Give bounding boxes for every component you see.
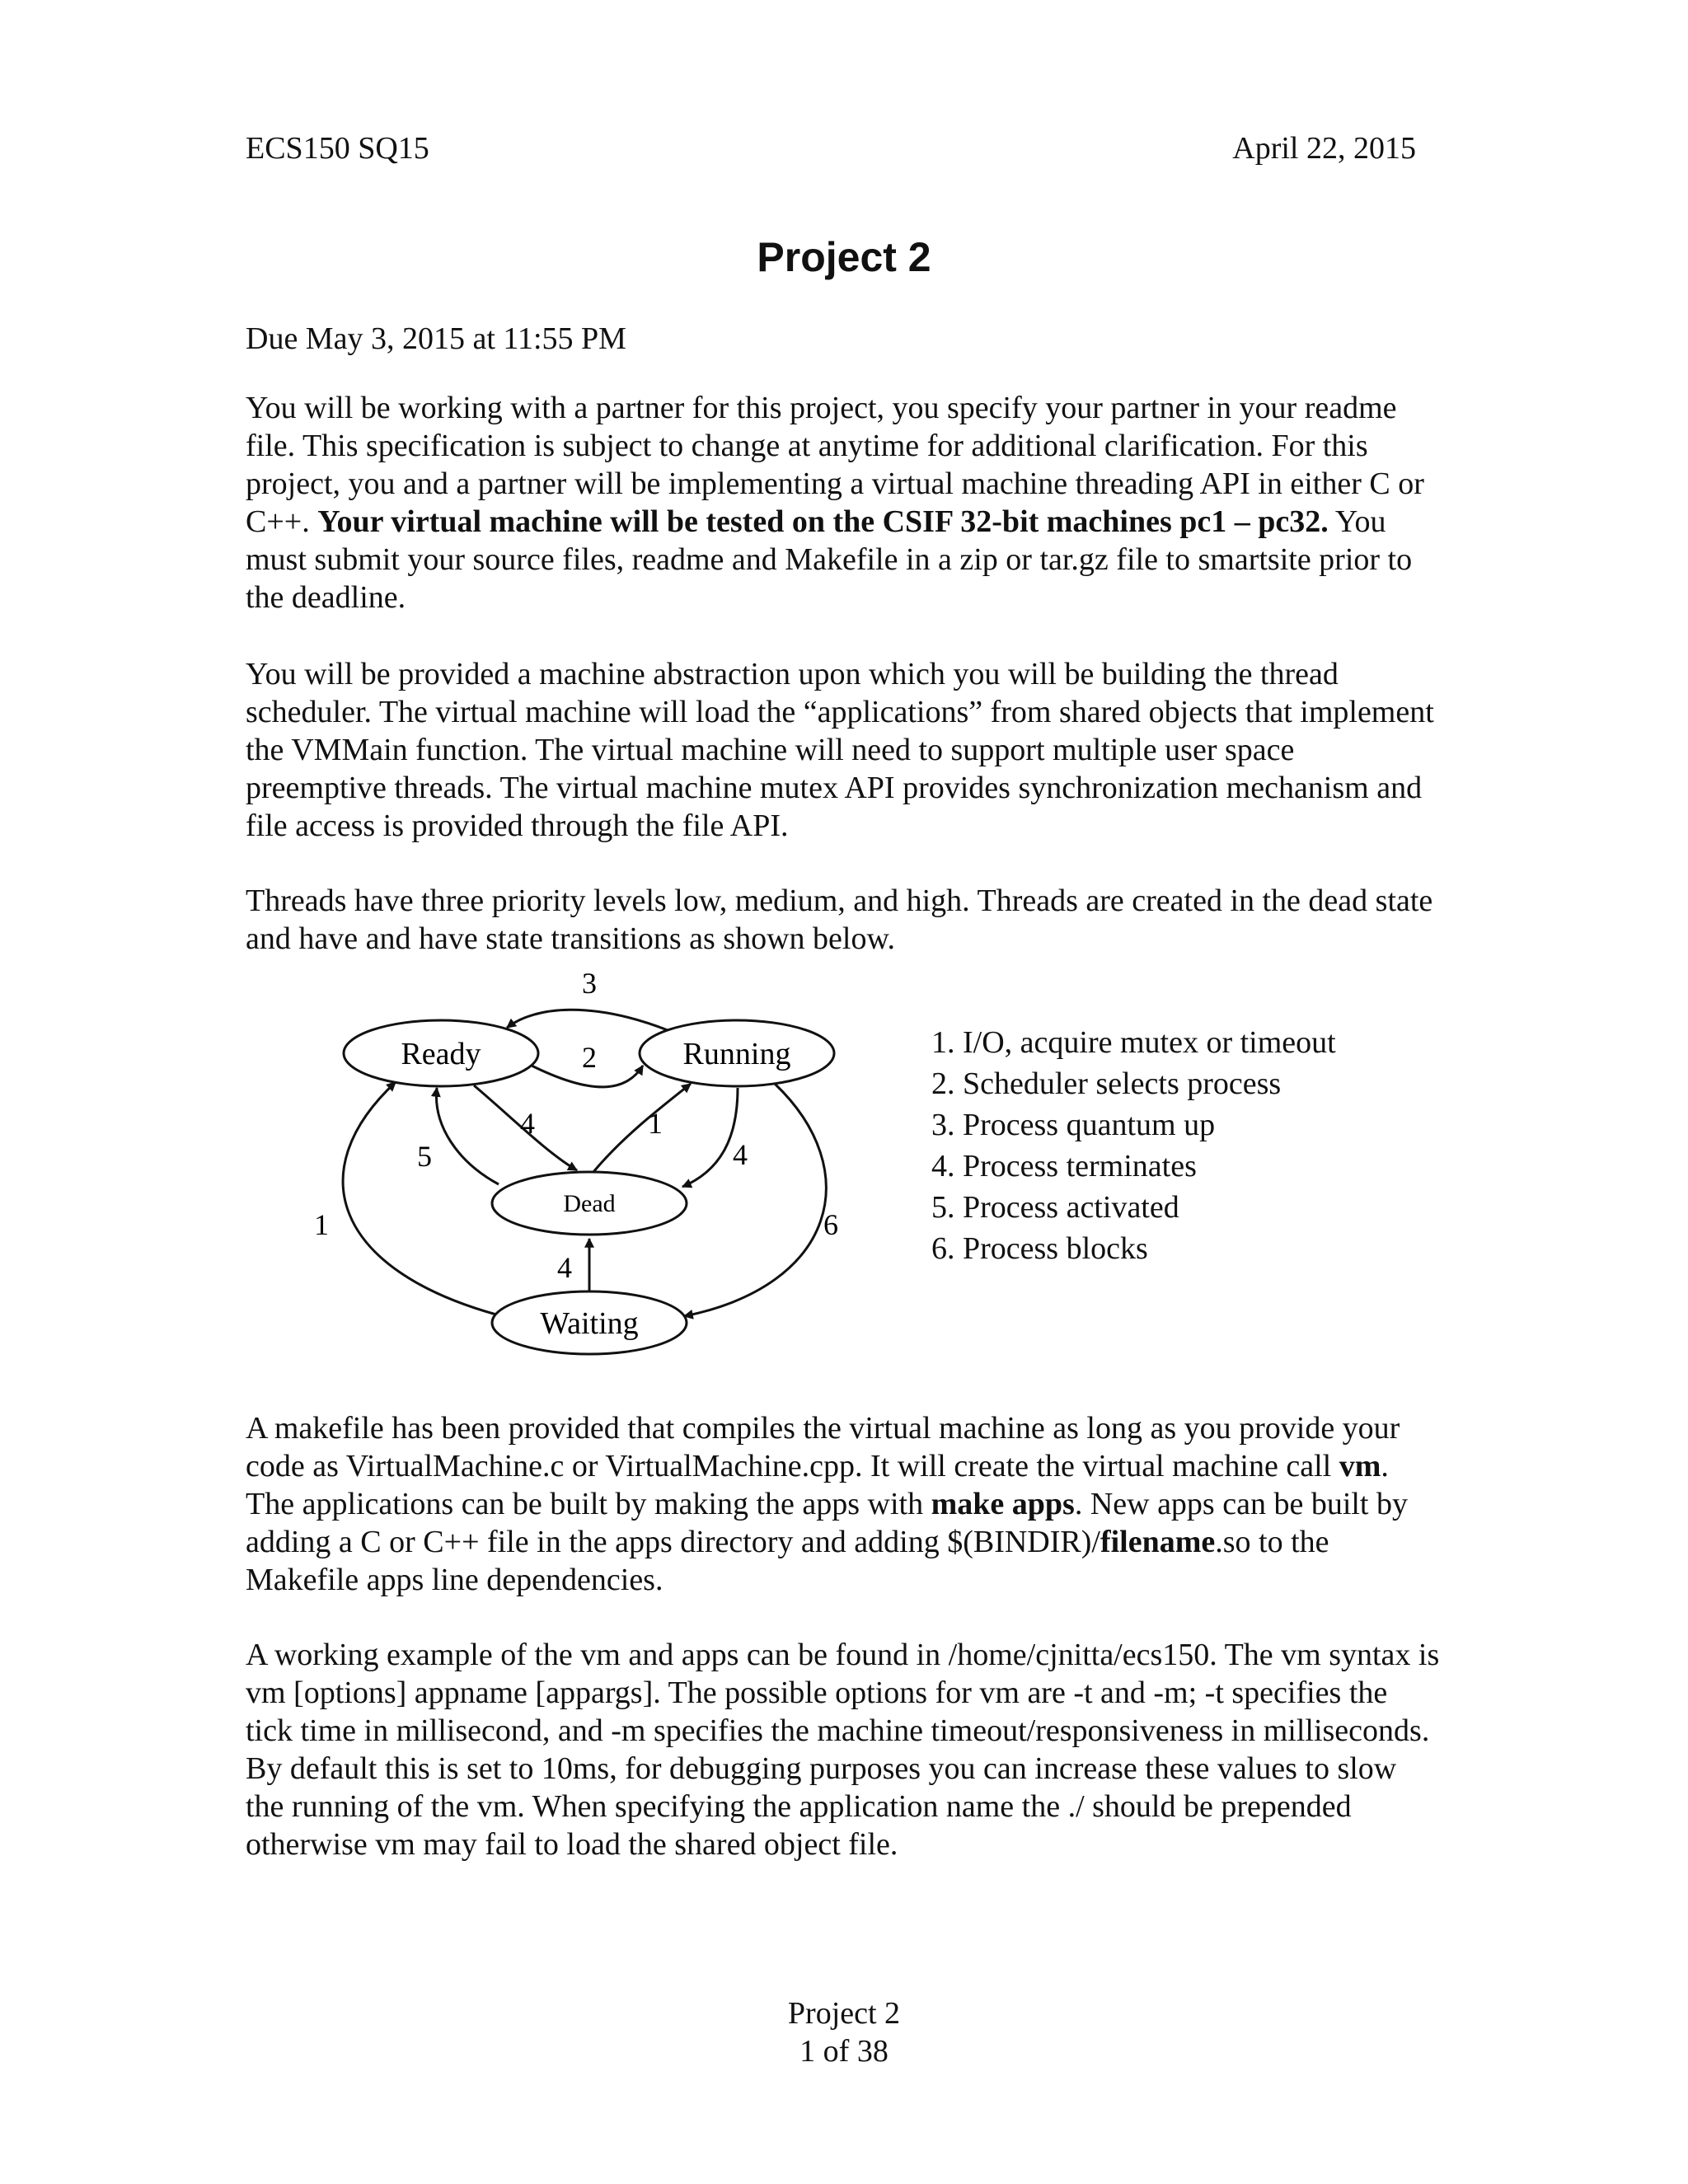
paragraph-example-text: A working example of the vm and apps can be found in /home/cjnitta/ecs150. The vm syntax is vm [options] appname [appargs]. The possible options for vm are -t and -m; -t specifies the tick time in millisecond, and -m specifies the machine timeout/responsiveness in milliseconds. By default this is set to 10ms, for debugging purposes you can increase these values to slow the running of the vm. When specifying the application name the ./ should be prepended otherwise vm may fail to load the shared object file. [246, 1638, 1440, 1862]
edge-running-to-ready [507, 1010, 668, 1030]
state-waiting [492, 1291, 687, 1354]
paragraph-makefile-bold-filename: filename [1100, 1525, 1216, 1559]
footer-page-number: 1 of 38 [799, 2034, 889, 2069]
paragraph-makefile-bold-make-apps: make apps [931, 1487, 1075, 1521]
paragraph-makefile-text-a: A makefile has been provided that compiles the virtual machine as long as you provide your code as VirtualMachine.c or VirtualMachine.cpp. It will create the virtual machine call [246, 1411, 1400, 1483]
edge-dead-to-running [593, 1084, 691, 1172]
due-date: Due May 3, 2015 at 11:55 PM [246, 321, 626, 356]
legend-item: 1. I/O, acquire mutex or timeout [931, 1025, 1336, 1060]
edge-label-dead-to-running: 1 [648, 1107, 663, 1140]
edge-dead-to-ready [436, 1088, 499, 1184]
paragraph-makefile-text-g: .so to the Makefile apps line dependencies. [246, 1525, 1329, 1597]
state-transition-diagram [297, 968, 874, 1356]
edge-label-ready-to-dead: 4 [520, 1107, 535, 1140]
edge-running-to-dead [682, 1088, 738, 1187]
legend-item: 2. Scheduler selects process [931, 1066, 1282, 1101]
paragraph-makefile-text-c: . The applications can be built by making the apps with [246, 1449, 1389, 1521]
edge-running-to-waiting [684, 1084, 826, 1316]
edge-label-dead-to-ready: 5 [417, 1140, 432, 1173]
edge-waiting-to-ready [343, 1082, 496, 1315]
paragraph-machine-text: You will be provided a machine abstraction upon which you will be building the thread scheduler. The virtual machine will load the “applications” from shared objects that implement the VMMain function. The virtual machine will need to support multiple user space preemptive threads. The virtual machine mutex API provides synchronization mechanism and file access is provided through the file API. [246, 657, 1434, 843]
transition-legend [931, 1022, 1336, 1269]
legend-item: 5. Process activated [931, 1190, 1179, 1225]
state-dead-label: Dead [563, 1190, 616, 1217]
page-footer [0, 1994, 1688, 2070]
paragraph-threads-text: Threads have three priority levels low, medium, and high. Threads are created in the dead state and have and have state transitions as shown below. [246, 883, 1433, 956]
legend-item: 6. Process blocks [931, 1231, 1148, 1266]
state-running-label: Running [682, 1037, 791, 1071]
paragraph-threads [246, 882, 1441, 958]
paragraph-makefile [246, 1409, 1441, 1599]
paragraph-machine [246, 655, 1441, 845]
paragraph-example [246, 1636, 1441, 1863]
edge-label-running-to-waiting: 6 [823, 1208, 838, 1241]
edge-label-waiting-to-dead: 4 [557, 1251, 572, 1284]
paragraph-partner-text-c: You must submit your source files, readme and Makefile in a zip or tar.gz file to smartsite prior to the deadline. [246, 504, 1413, 615]
header-date: April 22, 2015 [1232, 131, 1416, 166]
legend-item: 4. Process terminates [931, 1149, 1197, 1183]
paragraph-makefile-bold-vm: vm [1339, 1449, 1381, 1483]
edge-label-waiting-to-ready: 1 [314, 1208, 329, 1241]
footer-project-name: Project 2 [787, 1996, 901, 2031]
edge-label-running-to-ready: 3 [582, 968, 597, 1000]
state-dead [492, 1172, 687, 1235]
legend-item: 3. Process quantum up [931, 1108, 1216, 1142]
paragraph-partner-bold: Your virtual machine will be tested on the CSIF 32-bit machines pc1 – pc32. [317, 504, 1329, 539]
state-ready-label: Ready [401, 1037, 481, 1071]
page-title: Project 2 [757, 234, 931, 280]
edge-label-running-to-dead: 4 [733, 1138, 748, 1171]
header-course: ECS150 SQ15 [246, 131, 429, 166]
paragraph-makefile-text-e: . New apps can be built by adding a C or C++ file in the apps directory and adding $(BINDIR)/ [246, 1487, 1408, 1559]
paragraph-partner-text-a: You will be working with a partner for this project, you specify your partner in your readme file. This specification is subject to change at anytime for additional clarification. For this project, you and a partner will be implementing a virtual machine threading API in either C or C++. [246, 391, 1424, 539]
state-ready [344, 1020, 538, 1086]
edge-label-ready-to-running: 2 [582, 1041, 597, 1074]
state-waiting-label: Waiting [540, 1306, 639, 1341]
paragraph-partner [246, 389, 1441, 616]
state-running [640, 1020, 834, 1086]
